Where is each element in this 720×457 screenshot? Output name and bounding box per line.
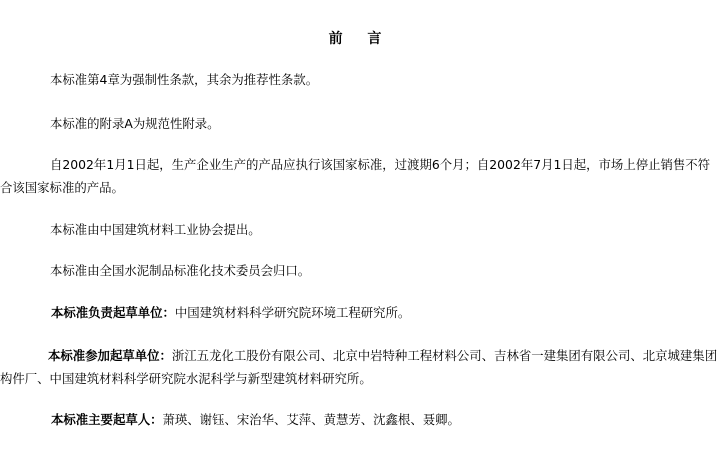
paragraph-participating-units (0, 344, 718, 390)
paragraph-mandatory-clauses: 本标准第4章为强制性条款，其余为推荐性条款。 (50, 72, 319, 87)
paragraph-effective-date: 自2002年1月1日起，生产企业生产的产品应执行该国家标准，过渡期6个月；自2002年7月1日起，市场上停止销售不符合该国家标准的产品。 (0, 157, 711, 195)
paragraph-centralized-by: 本标准由全国水泥制品标准化技术委员会归口。 (50, 263, 311, 278)
drafters-value: 萧瑛、谢钰、宋治华、艾萍、黄慧芳、沈鑫根、聂卿。 (162, 412, 460, 427)
responsible-unit-value: 中国建筑材料科学研究院环境工程研究所。 (174, 305, 411, 320)
drafters-label: 本标准主要起草人： (51, 412, 163, 427)
page-title: 前 言 (328, 31, 392, 47)
paragraph-proposed-by: 本标准由中国建筑材料工业协会提出。 (50, 222, 261, 237)
participating-units-value: 浙江五龙化工股份有限公司、北京中岩特种工程材料公司、吉林省一建集团有限公司、北京城建集团构件厂、中国建筑材料科学研究院水泥科学与新型建筑材料研究所。 (0, 348, 718, 386)
paragraph-responsible-unit (0, 301, 718, 324)
paragraph-appendix: 本标准的附录A为规范性附录。 (50, 116, 220, 131)
participating-units-label: 本标准参加起草单位： (48, 348, 172, 363)
paragraph-drafters (0, 408, 718, 431)
responsible-unit-label: 本标准负责起草单位： (51, 305, 175, 320)
